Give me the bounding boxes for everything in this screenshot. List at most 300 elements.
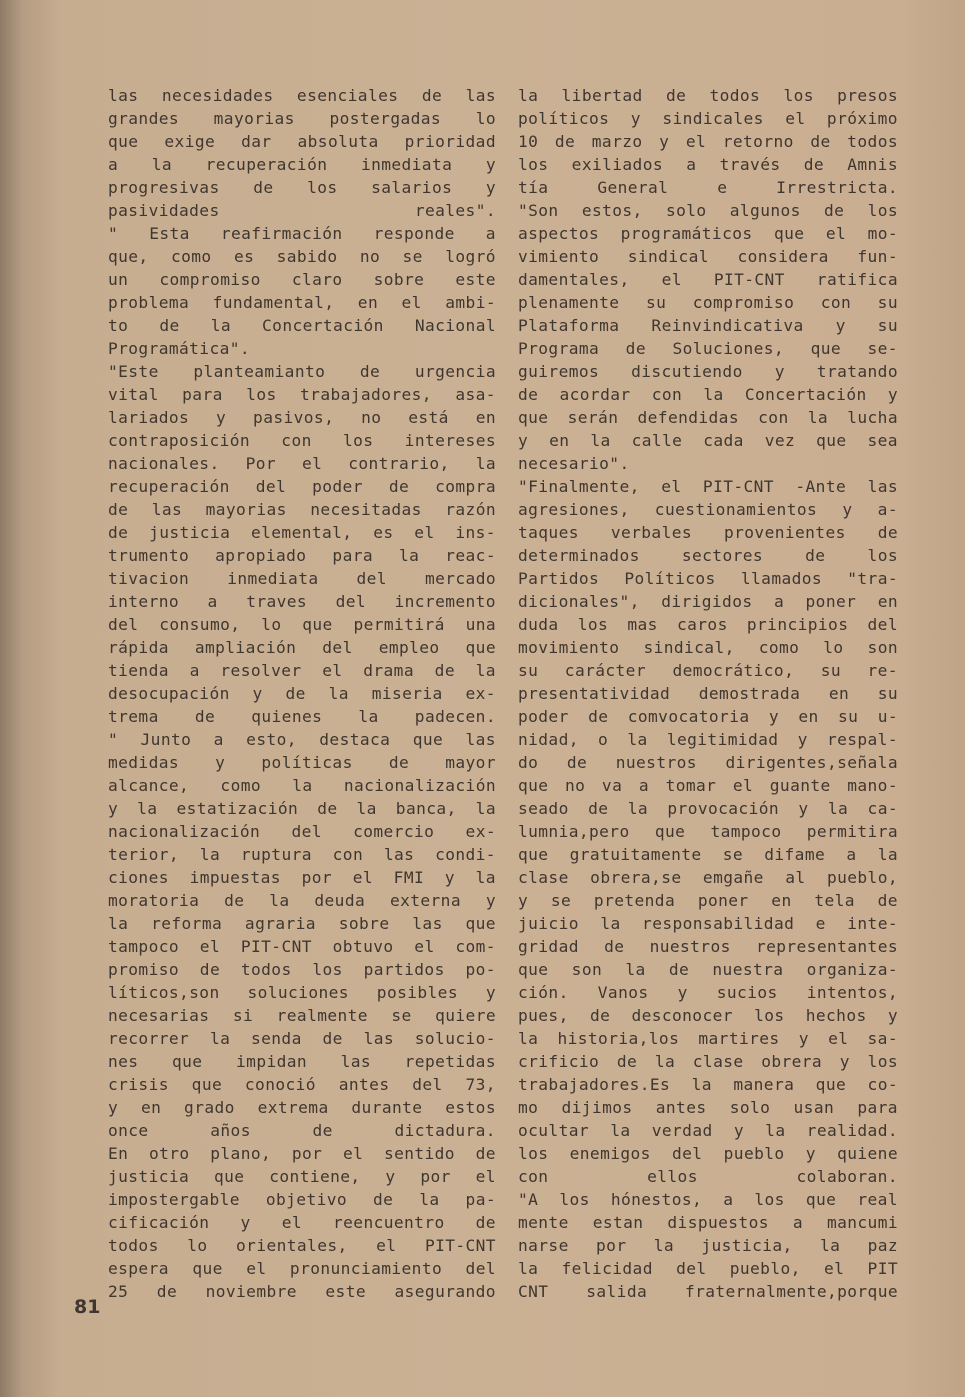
word: de: [317, 799, 338, 818]
word: lo: [475, 109, 496, 128]
text-line: [518, 1280, 898, 1303]
word: la: [475, 661, 496, 680]
word: por: [291, 1144, 323, 1163]
word: problema: [108, 293, 190, 312]
word: y: [733, 1121, 744, 1140]
word: los: [754, 1190, 785, 1209]
word: programáticos: [620, 224, 753, 243]
word: mercado: [424, 569, 496, 588]
word: las: [412, 914, 443, 933]
word: responsabilidad: [642, 914, 795, 933]
word: una: [465, 615, 496, 634]
word: desocupación: [108, 684, 230, 703]
word: la: [600, 914, 621, 933]
word: del: [291, 822, 322, 841]
word: trabajadores,: [300, 385, 432, 404]
word: que: [816, 431, 847, 450]
word: medidas: [108, 753, 180, 772]
text-line: [108, 268, 496, 291]
word: espera: [108, 1259, 169, 1278]
text-line: [108, 337, 496, 360]
word: la: [356, 799, 377, 818]
word: con: [651, 385, 683, 404]
word: nacionales.: [108, 454, 220, 473]
word: narse: [518, 1236, 569, 1255]
text-line: [518, 912, 898, 935]
word: como: [220, 776, 262, 795]
word: de: [554, 132, 576, 151]
word: las: [340, 1052, 372, 1071]
word: democrático,: [672, 661, 795, 680]
text-line: [518, 728, 898, 751]
text-line: [518, 751, 898, 774]
word: políticas: [261, 753, 353, 772]
text-line: [518, 452, 898, 475]
word: en: [828, 684, 850, 703]
word: demostrada: [698, 684, 801, 703]
word: ex-: [465, 822, 496, 841]
word: que: [810, 339, 842, 358]
text-line: [108, 291, 496, 314]
word: esto,: [246, 730, 297, 749]
word: que: [654, 822, 686, 841]
word: su: [838, 707, 859, 726]
word: "Finalmente,: [518, 477, 640, 496]
word: su: [877, 293, 898, 312]
word: los: [342, 431, 374, 450]
word: son: [571, 960, 603, 979]
word: las: [383, 845, 415, 864]
word: salida: [586, 1282, 648, 1301]
word: la: [827, 799, 849, 818]
word: la: [328, 684, 349, 703]
word: que: [815, 1075, 847, 1094]
word: enemigos: [569, 1144, 651, 1163]
word: tomar: [665, 776, 717, 795]
word: no: [359, 247, 381, 266]
word: comercio: [353, 822, 435, 841]
text-line: [108, 130, 496, 153]
word: con: [281, 431, 312, 450]
word: el: [661, 477, 682, 496]
word: los: [867, 546, 898, 565]
word: todos: [709, 86, 761, 105]
text-line: [518, 1073, 898, 1096]
word: la: [209, 1029, 231, 1048]
word: contraposición: [108, 431, 251, 450]
word: que: [191, 1075, 223, 1094]
text-line: [518, 1050, 898, 1073]
word: Nacional: [414, 316, 496, 335]
word: la: [703, 385, 724, 404]
word: realidad.: [806, 1121, 898, 1140]
word: que: [192, 1259, 223, 1278]
word: impostergable: [108, 1190, 240, 1209]
word: solo: [665, 201, 707, 220]
word: caros: [676, 615, 728, 634]
word: e: [815, 914, 826, 933]
word: y: [805, 1144, 816, 1163]
word: de: [518, 385, 539, 404]
word: permitira: [806, 822, 898, 841]
word: esenciales: [296, 86, 399, 105]
text-line: [108, 567, 496, 590]
text-line: [108, 728, 496, 751]
word: en: [475, 408, 496, 427]
word: que: [773, 224, 805, 243]
word: extrema: [257, 1098, 329, 1117]
word: inmediata: [360, 155, 453, 174]
word: conoció: [244, 1075, 316, 1094]
word: por: [596, 1236, 627, 1255]
word: "Este: [108, 362, 159, 381]
word: compromiso: [159, 270, 261, 289]
word: considera: [737, 247, 829, 266]
word: paz: [867, 1236, 898, 1255]
word: sea: [867, 431, 898, 450]
word: determinados: [518, 546, 640, 565]
word: lo: [261, 615, 282, 634]
word: con: [332, 845, 364, 864]
text-line: [518, 84, 898, 107]
word: reac-: [445, 546, 496, 565]
word: legitimidad: [666, 730, 779, 749]
word: a: [846, 845, 857, 864]
word: mayorias: [205, 500, 287, 519]
word: y: [485, 983, 496, 1002]
word: PIT-CNT: [424, 1236, 496, 1255]
word: Concertación: [262, 316, 384, 335]
word: la: [199, 845, 221, 864]
word: guante: [769, 776, 831, 795]
word: po-: [465, 960, 496, 979]
text-line: [108, 636, 496, 659]
word: la: [292, 776, 313, 795]
word: los: [783, 86, 814, 105]
word: sucios: [716, 983, 778, 1002]
left-text-column: [108, 84, 496, 1303]
word: PIT-CNT: [713, 270, 785, 289]
word: de: [388, 477, 410, 496]
word: emgañe: [702, 868, 764, 887]
word: fun-: [857, 247, 898, 266]
word: a-: [877, 500, 898, 519]
text-line: [518, 1004, 898, 1027]
word: Partidos: [518, 569, 600, 588]
word: acordar: [559, 385, 631, 404]
word: recuperación: [205, 155, 328, 174]
word: real: [857, 1190, 898, 1209]
word: su: [877, 684, 898, 703]
word: de: [475, 1213, 496, 1232]
word: y: [677, 983, 688, 1002]
word: tampoco: [108, 937, 180, 956]
text-line: [518, 935, 898, 958]
word: cada: [703, 431, 744, 450]
right-text-column: [518, 84, 898, 1303]
word: pues,: [518, 1006, 569, 1025]
word: años: [210, 1121, 251, 1140]
word: el: [246, 1259, 267, 1278]
text-line: [108, 1096, 496, 1119]
text-line: [108, 590, 496, 613]
word: llamados: [740, 569, 823, 588]
word: postergadas: [329, 109, 442, 128]
word: el: [281, 1213, 302, 1232]
word: de: [388, 753, 410, 772]
word: la: [627, 799, 649, 818]
word: gratuitamente: [569, 845, 702, 864]
word: y: [444, 868, 455, 887]
word: de: [108, 523, 129, 542]
text-line: [518, 613, 898, 636]
word: pa-: [465, 1190, 496, 1209]
word: planteamianto: [193, 362, 326, 381]
word: dispuestos: [667, 1213, 769, 1232]
word: exige: [164, 132, 216, 151]
word: estatización: [176, 799, 299, 818]
word: provocación: [667, 799, 780, 818]
text-line: [108, 498, 496, 521]
text-line: [518, 337, 898, 360]
word: a: [189, 661, 200, 680]
word: que: [465, 914, 496, 933]
word: defendidas: [637, 408, 739, 427]
word: absoluta: [297, 132, 379, 151]
word: el: [824, 1259, 845, 1278]
word: progresivas: [108, 178, 220, 197]
word: exiliados: [571, 155, 663, 174]
word: ": [108, 730, 119, 749]
word: los: [867, 1052, 898, 1071]
word: PIT-CNT: [240, 937, 312, 956]
word: el: [199, 937, 221, 956]
text-line: [108, 889, 496, 912]
word: banca,: [395, 799, 457, 818]
text-line: [108, 429, 496, 452]
word: do: [518, 753, 539, 772]
word: marzo: [591, 132, 643, 151]
word: el: [342, 1144, 364, 1163]
word: traves: [246, 592, 308, 611]
word: través: [719, 155, 781, 174]
word: martires: [698, 1029, 780, 1048]
word: por: [301, 868, 332, 887]
word: drama: [363, 661, 414, 680]
word: sindical,: [643, 638, 735, 657]
word: 10: [518, 132, 539, 151]
word: la: [590, 431, 611, 450]
text-line: [108, 199, 496, 222]
word: organiza-: [806, 960, 898, 979]
text-line: [518, 774, 898, 797]
word: nacionalización: [108, 822, 261, 841]
word: justicia,: [701, 1236, 793, 1255]
word: sectores: [681, 546, 764, 565]
page-number: 81: [74, 1296, 101, 1318]
word: a: [207, 592, 218, 611]
word: de: [159, 316, 180, 335]
text-line: [108, 84, 496, 107]
text-line: [108, 1257, 496, 1280]
word: como: [170, 247, 212, 266]
word: de: [322, 1029, 343, 1048]
text-line: [518, 383, 898, 406]
word: próximo: [826, 109, 898, 128]
word: de: [285, 684, 306, 703]
text-line: [108, 1073, 496, 1096]
word: la: [610, 1121, 631, 1140]
word: pretenda: [593, 891, 676, 910]
word: vital: [108, 385, 159, 404]
word: de: [312, 1121, 333, 1140]
word: lariados: [108, 408, 190, 427]
word: poder: [312, 477, 363, 496]
word: impuestas: [189, 868, 281, 887]
word: en: [549, 431, 570, 450]
word: de: [566, 753, 588, 772]
word: obtuvo: [332, 937, 394, 956]
word: ins-: [455, 523, 496, 542]
text-line: [518, 1257, 898, 1280]
word: poner: [805, 592, 857, 611]
word: sobre: [373, 270, 425, 289]
word: sentido: [383, 1144, 455, 1163]
word: lucha: [847, 408, 898, 427]
text-line: [108, 1188, 496, 1211]
word: representantes: [755, 937, 898, 956]
word: en: [771, 891, 792, 910]
word: de: [668, 960, 690, 979]
text-line: [108, 1027, 496, 1050]
text-line: [518, 429, 898, 452]
text-line: [108, 1119, 496, 1142]
word: antes: [338, 1075, 390, 1094]
word: mente: [518, 1213, 569, 1232]
word: intentos,: [806, 983, 898, 1002]
word: las: [108, 86, 139, 105]
text-line: [518, 199, 898, 222]
word: plenamente: [518, 293, 620, 312]
word: las: [867, 477, 898, 496]
text-line: [108, 521, 496, 544]
word: la: [475, 454, 496, 473]
word: y: [252, 684, 263, 703]
word: clase: [692, 1052, 744, 1071]
text-line: [108, 958, 496, 981]
word: y: [108, 799, 119, 818]
word: deuda: [314, 891, 366, 910]
text-line: [108, 314, 496, 337]
word: agresiones,: [518, 500, 630, 519]
word: Concertación: [744, 385, 867, 404]
word: taques: [518, 523, 579, 542]
word: recuperación: [108, 477, 230, 496]
word: el: [352, 868, 373, 887]
word: las: [151, 500, 183, 519]
word: los: [518, 1144, 549, 1163]
word: es: [233, 247, 255, 266]
word: del: [672, 1144, 703, 1163]
text-line: [518, 682, 898, 705]
word: incremento: [394, 592, 496, 611]
text-line: [108, 820, 496, 843]
word: sindicales: [662, 109, 764, 128]
word: Amnis: [847, 155, 898, 174]
word: fundamental,: [212, 293, 335, 312]
word: las: [465, 730, 496, 749]
text-line: [108, 107, 496, 130]
word: y: [798, 799, 809, 818]
word: se: [550, 891, 572, 910]
word: tivacion: [108, 569, 190, 588]
word: y: [385, 1167, 396, 1186]
word: y: [835, 316, 846, 335]
word: aspectos: [518, 224, 600, 243]
word: justicia: [108, 1167, 190, 1186]
word: si: [232, 1006, 254, 1025]
word: el: [825, 224, 847, 243]
word: "Son: [518, 201, 559, 220]
word: no: [361, 408, 382, 427]
text-line: [518, 1142, 898, 1165]
word: los: [867, 201, 898, 220]
word: historia,los: [557, 1029, 680, 1048]
word: retorno: [722, 132, 794, 151]
word: guiremos: [518, 362, 600, 381]
word: repetidas: [404, 1052, 496, 1071]
word: calle: [631, 431, 683, 450]
word: necesitadas: [310, 500, 422, 519]
word: que: [518, 960, 549, 979]
text-line: [108, 1165, 496, 1188]
word: lumnia,pero: [518, 822, 630, 841]
word: la: [625, 960, 646, 979]
word: tienda: [108, 661, 169, 680]
word: para: [182, 385, 223, 404]
word: y: [887, 385, 898, 404]
word: que: [172, 1052, 203, 1071]
word: a: [638, 776, 649, 795]
word: de: [373, 1190, 394, 1209]
text-line: [518, 521, 898, 544]
word: con: [820, 293, 852, 312]
text-line: [518, 291, 898, 314]
word: FMI: [393, 868, 425, 887]
word: ampliación: [194, 638, 297, 657]
word: discutiendo: [631, 362, 743, 381]
word: orientales,: [236, 1236, 348, 1255]
word: en: [357, 293, 379, 312]
word: la: [269, 891, 290, 910]
text-line: [108, 452, 496, 475]
word: felicidad: [561, 1259, 653, 1278]
word: la: [691, 1075, 712, 1094]
text-line: [108, 613, 496, 636]
word: de: [475, 1144, 496, 1163]
word: el: [322, 661, 343, 680]
word: recorrer: [108, 1029, 190, 1048]
text-line: [108, 912, 496, 935]
text-line: [518, 107, 898, 130]
word: la: [518, 1259, 539, 1278]
word: el: [414, 523, 435, 542]
word: el: [785, 109, 806, 128]
word: la: [475, 868, 496, 887]
word: Por: [245, 454, 277, 473]
word: nuestros: [649, 937, 731, 956]
word: y: [108, 1098, 119, 1117]
